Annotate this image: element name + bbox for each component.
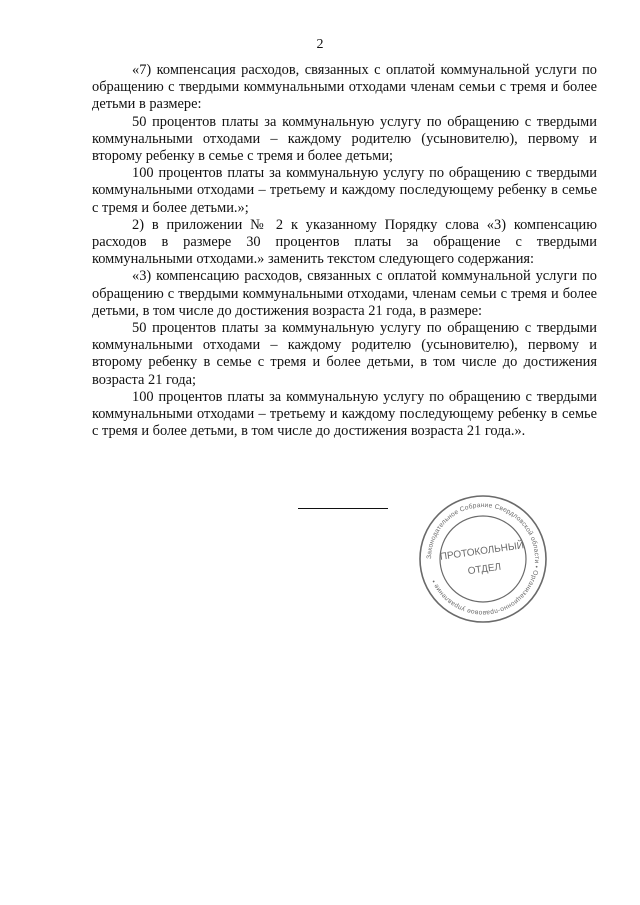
stamp-center-line-2: ОТДЕЛ [467,561,502,578]
paragraph-item-3: «3) компенсацию расходов, связанных с оплатой коммунальной услуги по обращению с твердыми коммунальными отходами, членам семьи с тремя и более детьми, в том числе до достижения возраста 21 года, в размере: [92,268,597,319]
document-body [92,62,597,440]
stamp-ring-text: Законодательное Собрание Свердловской области • Организационно-правовое управление • [425,501,541,617]
paragraph-100-percent-21: 100 процентов платы за коммунальную услугу по обращению с твердыми коммунальными отходами – третьему и каждому последующему ребенку в семье с тремя и более детьми, в том числе до достижения возраста 21 года.». [92,388,597,440]
stamp-center-line-1: ПРОТОКОЛЬНЫЙ [439,540,525,563]
paragraph-item-7: «7) компенсация расходов, связанных с оплатой коммунальной услуги по обращению с твердыми коммунальными отходами членам семьи с тремя и более детьми в размере: [92,62,597,113]
stamp-outer-ring [420,496,546,622]
paragraph-amendment-2: 2) в приложении № 2 к указанному Порядку слова «3) компенсацию расходов в размере 30 процентов платы за обращение с твердыми коммунальными отходами.» заменить текстом следующего содержания: [92,216,597,268]
paragraph-50-percent-21: 50 процентов платы за коммунальную услугу по обращению с твердыми коммунальными отходами – каждому родителю (усыновителю), первому и второму ребенку в семье с тремя и более детьми, в том числе до достижения возраста 21 года; [92,320,597,388]
paragraph-50-percent: 50 процентов платы за коммунальную услугу по обращению с твердыми коммунальными отходами – каждому родителю (усыновителю), первому и второму ребенку в семье с тремя и более детьми; [92,113,597,165]
page-number: 2 [316,37,324,52]
paragraph-100-percent: 100 процентов платы за коммунальную услугу по обращению с твердыми коммунальными отходами – третьему и каждому последующему ребенку в семье с тремя и более детьми.»; [92,165,597,216]
official-stamp [416,492,550,626]
signature-line [298,508,388,509]
